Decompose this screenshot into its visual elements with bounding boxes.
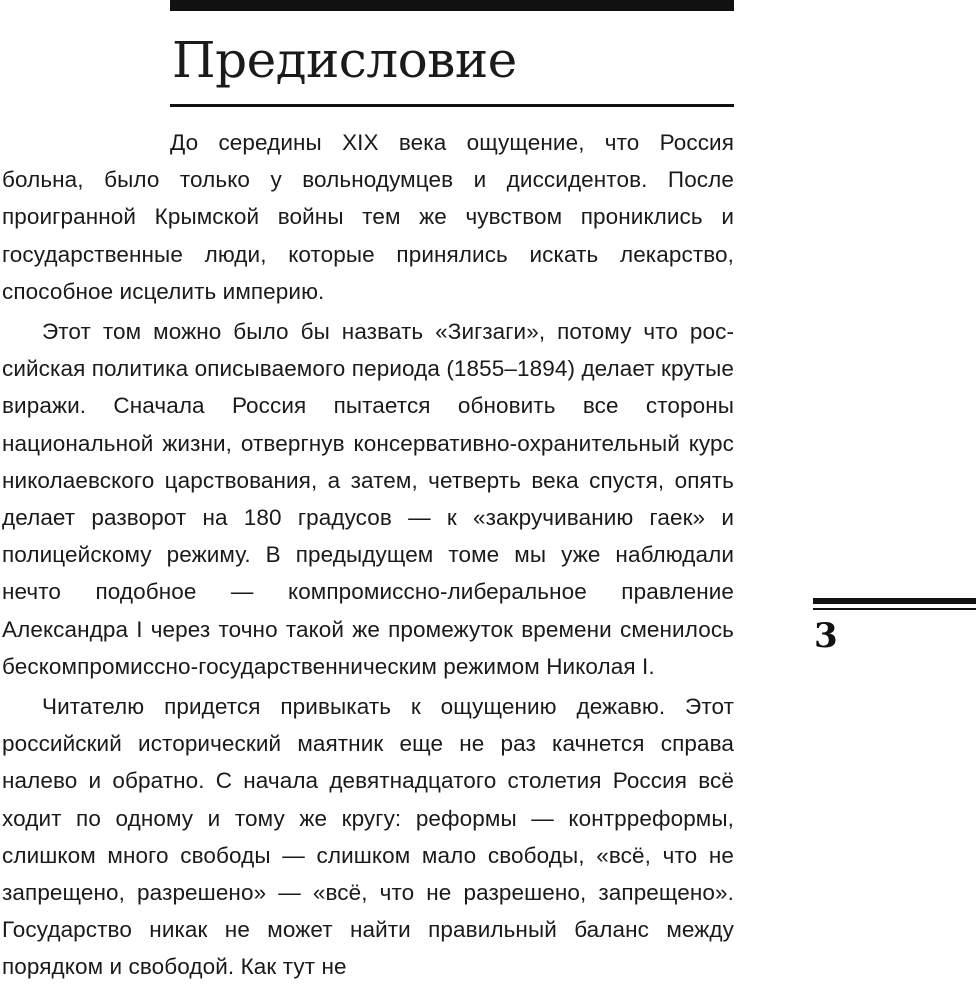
title-underline xyxy=(170,104,734,107)
paragraph-1: До середины XIX века ощущение, что Россия больна, было только у вольнодумцев и диссидентов. После проигранной Крымской войны тем же чувством прониклись и государственные люди, которые принялись искать лекарство, способное исцелить империю. xyxy=(2,130,734,304)
page-number: 3 xyxy=(814,616,838,656)
margin-rule-thick xyxy=(813,598,976,604)
paragraph-2: Этот том можно было бы назвать «Зигзаги», потому что российская политика описываемого периода (1855–1894) делает крутые виражи. Сначала Россия пытается обновить все стороны национальной жизни, отвергнув консервативно-охранительный курс николаевского царствования, а затем, четверть века спустя, опять делает разворот на 180 градусов — к «закручиванию гаек» и полицейскому режиму. В предыдущем томе мы уже наблюдали нечто подобное — компромиссно-либеральное правление Александра I через точно такой же промежуток времени сменилось бескомпромиссно-государственническим режимом Николая I. xyxy=(2,319,734,679)
paragraph-3: Читателю придется привыкать к ощущению дежавю. Этот российский исторический маятник еще не раз качнется справа налево и обратно. С начала девятнадцатого столетия Россия всё ходит по одному и тому же кругу: реформы — контрреформы, слишком много свободы — слишком мало свободы, «всё, что не запрещено, разрешено» — «всё, что не разрешено, запрещено». Государство никак не может найти правильный баланс между порядком и свободой. Как тут не xyxy=(2,694,734,980)
chapter-title: Предисловие xyxy=(172,31,517,89)
margin-rule-thin xyxy=(813,608,976,610)
body-text xyxy=(2,124,734,989)
top-decorative-bar xyxy=(170,0,734,11)
